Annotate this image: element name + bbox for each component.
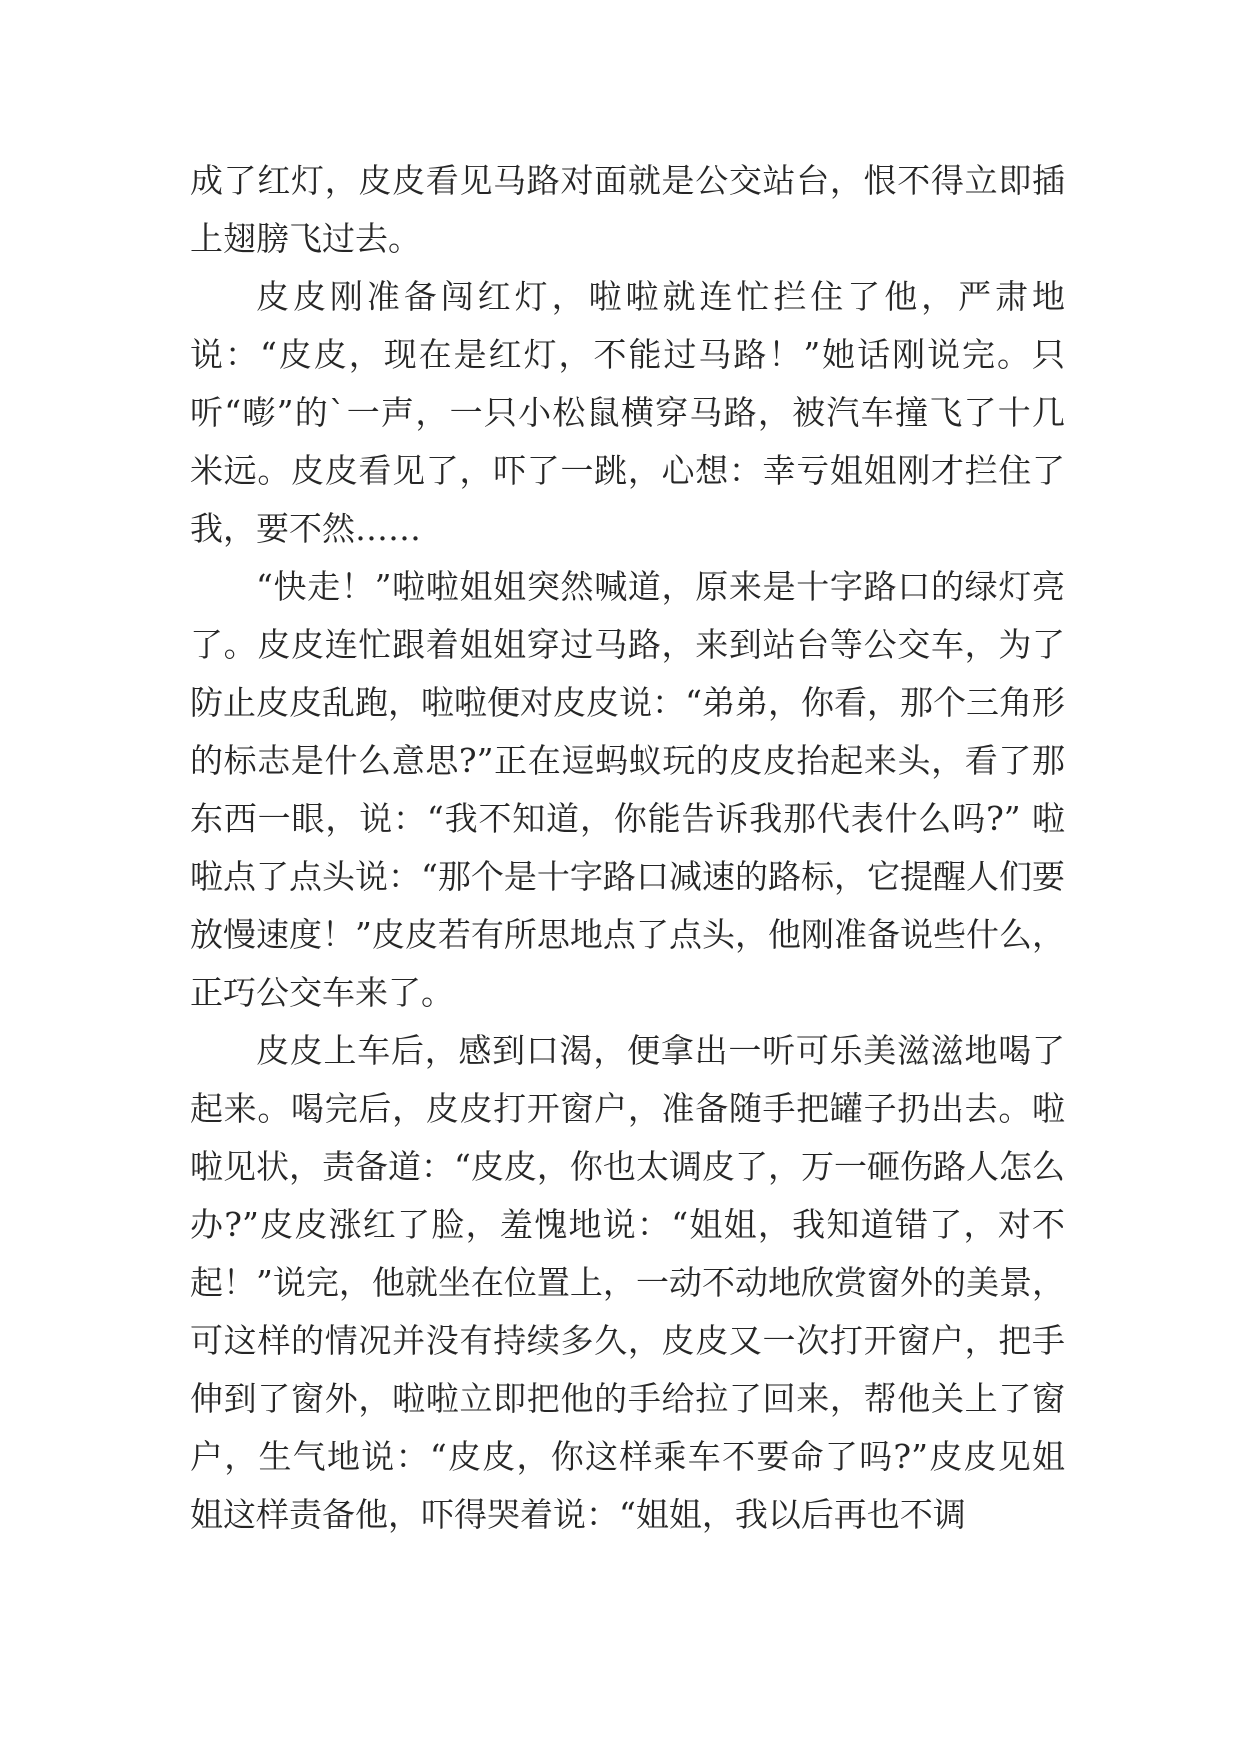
paragraph: 皮皮刚准备闯红灯，啦啦就连忙拦住了他，严肃地说：“皮皮，现在是红灯，不能过马路！”她话刚说完。只听“嘭”的`一声，一只小松鼠横穿马路，被汽车撞飞了十几米远。皮皮看见了，吓了一跳，心想：幸亏姐姐刚才拦住了我，要不然……: [190, 277, 1065, 548]
paragraph: 皮皮上车后，感到口渴，便拿出一听可乐美滋滋地喝了起来。喝完后，皮皮打开窗户，准备随手把罐子扔出去。啦啦见状，责备道：“皮皮，你也太调皮了，万一砸伤路人怎么办?”皮皮涨红了脸，羞愧地说：“姐姐，我知道错了，对不起！”说完，他就坐在位置上，一动不动地欣赏窗外的美景，可这样的情况并没有持续多久，皮皮又一次打开窗户，把手伸到了窗外，啦啦立即把他的手给拉了回来，帮他关上了窗户，生气地说：“皮皮，你这样乘车不要命了吗?”皮皮见姐姐这样责备他，吓得哭着说：“姐姐，我以后再也不调: [190, 1031, 1065, 1534]
paragraph: 成了红灯，皮皮看见马路对面就是公交站台，恨不得立即插上翅膀飞过去。: [190, 161, 1065, 258]
document-body: [190, 152, 1065, 1544]
paragraph: “快走！”啦啦姐姐突然喊道，原来是十字路口的绿灯亮了。皮皮连忙跟着姐姐穿过马路，来到站台等公交车，为了防止皮皮乱跑，啦啦便对皮皮说：“弟弟，你看，那个三角形的标志是什么意思?”正在逗蚂蚁玩的皮皮抬起来头，看了那东西一眼，说：“我不知道，你能告诉我那代表什么吗?” 啦啦点了点头说：“那个是十字路口减速的路标，它提醒人们要放慢速度！”皮皮若有所思地点了点头，他刚准备说些什么，正巧公交车来了。: [190, 567, 1065, 1012]
